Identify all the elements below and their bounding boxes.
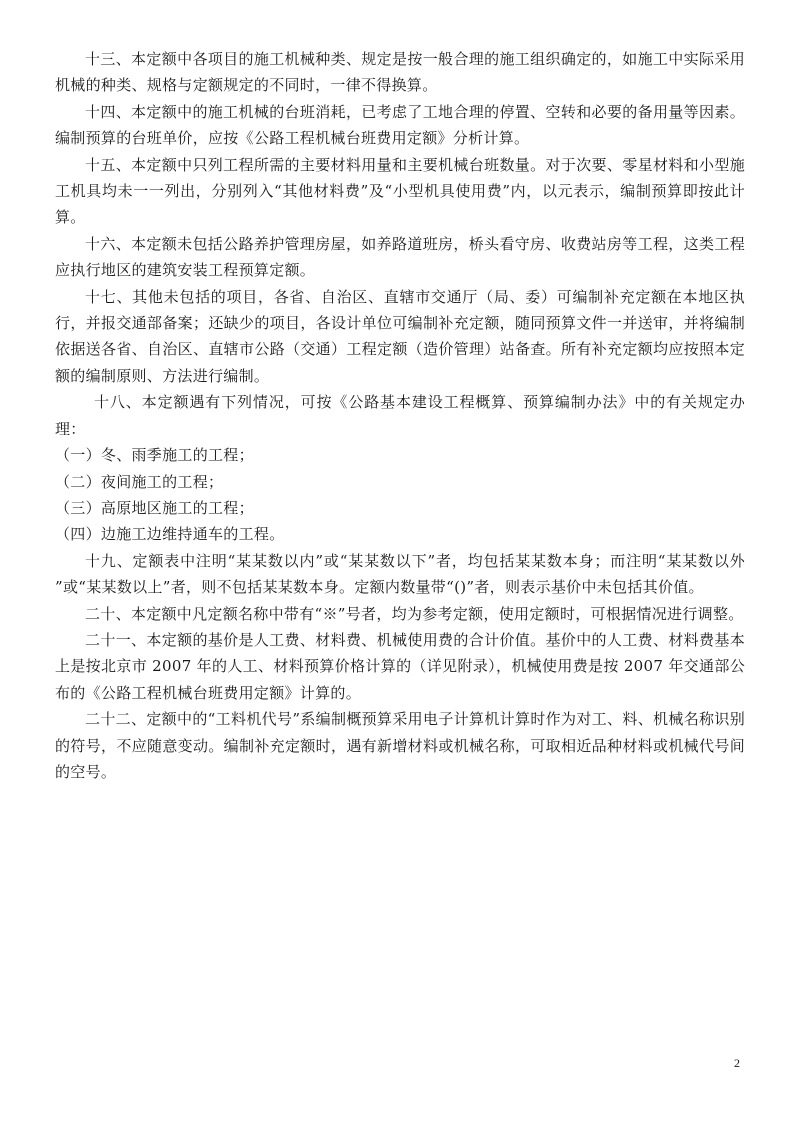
paragraph-22: 二十二、定额中的“工料机代号”系编制概预算采用电子计算机计算时作为对工、料、机械名称识别的符号，不应随意变动。编制补充定额时，遇有新增材料或机械名称，可取相近品种材料或机械代号间的空号。	[55, 710, 745, 781]
paragraph-21: 二十一、本定额的基价是人工费、材料费、机械使用费的合计价值。基价中的人工费、材料费基本上是按北京市 2007 年的人工、材料预算价格计算的（详见附录），机械使用费是按 2007 年交通部公布的《公路工程机械台班费用定额》计算的。	[55, 630, 745, 702]
list-item: （四）边施工边维持通车的工程。	[55, 525, 285, 544]
list-item: （二）夜间施工的工程；	[55, 472, 224, 491]
paragraph-18: 十八、本定额遇有下列情况，可按《公路基本建设工程概算、预算编制办法》中的有关规定办理：	[55, 393, 745, 438]
paragraph-16: 十六、本定额未包括公路养护管理房屋，如养路道班房，桥头看守房、收费站房等工程，这类工程应执行地区的建筑安装工程预算定额。	[55, 234, 745, 280]
paragraph-17: 十七、其他未包括的项目，各省、自治区、直辖市交通厅（局、委）可编制补充定额在本地区执行，并报交通部备案；还缺少的项目，各设计单位可编制补充定额，随同预算文件一并送审，并将编制依据送各省、自治区、直辖市公路（交通）工程定额（造价管理）站备查。所有补充定额均应按照本定额的编制原则、方法进行编制。	[55, 287, 745, 385]
paragraph-15: 十五、本定额中只列工程所需的主要材料用量和主要机械台班数量。对于次要、零星材料和小型施工机具均未一一列出，分别列入“其他材料费”及“小型机具使用费”内，以元表示，编制预算即按此计算。	[55, 155, 745, 227]
paragraph-19: 十九、定额表中注明“某某数以内”或“某某数以下”者，均包括某某数本身；而注明“某某数以外 ”或“某某数以上”者，则不包括某某数本身。定额内数量带“()”者，则表示基价中未包括其价值。	[55, 551, 745, 597]
paragraph-20: 二十、本定额中凡定额名称中带有“※”号者，均为参考定额，使用定额时，可根据情况进行调整。	[85, 604, 744, 623]
page-number: 2	[734, 1056, 740, 1070]
paragraph-14: 十四、本定额中的施工机械的台班消耗，已考虑了工地合理的停置、空转和必要的备用量等因素。编制预算的台班单价，应按《公路工程机械台班费用定额》分析计算。	[55, 102, 745, 148]
document-body	[55, 46, 745, 785]
list-item: （三）高原地区施工的工程；	[55, 498, 254, 517]
list-item: （一）冬、雨季施工的工程；	[55, 446, 254, 465]
paragraph-13: 十三、本定额中各项目的施工机械种类、规定是按一般合理的施工组织确定的，如施工中实际采用机械的种类、规格与定额规定的不同时，一律不得换算。	[55, 50, 745, 95]
